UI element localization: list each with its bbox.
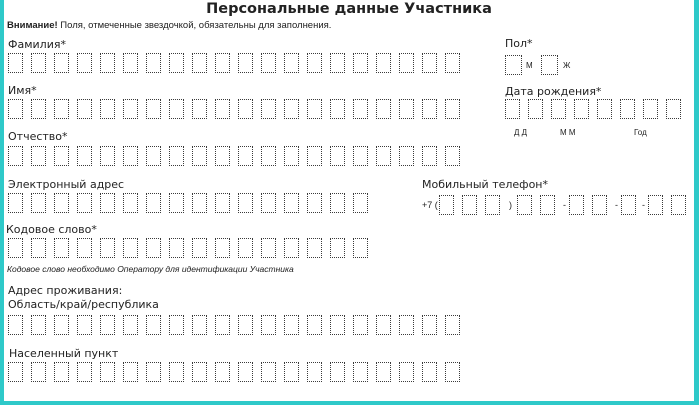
input-cell[interactable] <box>353 146 368 166</box>
input-cell[interactable] <box>77 53 92 73</box>
input-cell[interactable] <box>284 53 299 73</box>
input-cell[interactable] <box>261 362 276 382</box>
input-cell[interactable] <box>648 195 663 215</box>
input-cell[interactable] <box>77 315 92 335</box>
input-cell[interactable] <box>399 99 414 119</box>
name-boxes[interactable] <box>8 99 468 119</box>
input-cell[interactable] <box>445 99 460 119</box>
input-cell[interactable] <box>215 146 230 166</box>
input-cell[interactable] <box>330 238 345 258</box>
input-cell[interactable] <box>215 238 230 258</box>
input-cell[interactable] <box>146 238 161 258</box>
input-cell[interactable] <box>592 195 607 215</box>
input-cell[interactable] <box>238 362 253 382</box>
phone-part1-boxes[interactable] <box>517 195 563 215</box>
input-cell[interactable] <box>597 99 612 119</box>
input-cell[interactable] <box>551 99 566 119</box>
input-cell[interactable] <box>123 53 138 73</box>
input-cell[interactable] <box>462 195 477 215</box>
input-cell[interactable] <box>146 193 161 213</box>
input-cell[interactable] <box>8 99 23 119</box>
input-cell[interactable] <box>399 146 414 166</box>
gender-male-cell[interactable] <box>505 55 522 75</box>
input-cell[interactable] <box>123 238 138 258</box>
email-boxes[interactable] <box>8 193 376 213</box>
input-cell[interactable] <box>376 99 391 119</box>
input-cell[interactable] <box>54 315 69 335</box>
input-cell[interactable] <box>422 315 437 335</box>
input-cell[interactable] <box>8 53 23 73</box>
input-cell[interactable] <box>54 193 69 213</box>
phone-dash-1: - <box>563 200 566 210</box>
input-cell[interactable] <box>284 193 299 213</box>
region-boxes[interactable] <box>8 315 468 335</box>
input-cell[interactable] <box>666 99 681 119</box>
input-cell[interactable] <box>399 53 414 73</box>
surname-label: Фамилия* <box>8 38 66 51</box>
input-cell[interactable] <box>77 362 92 382</box>
input-cell[interactable] <box>422 146 437 166</box>
input-cell[interactable] <box>445 53 460 73</box>
birth-year-hint: Год <box>634 128 647 137</box>
input-cell[interactable] <box>54 238 69 258</box>
input-cell[interactable] <box>215 99 230 119</box>
input-cell[interactable] <box>353 193 368 213</box>
input-cell[interactable] <box>169 99 184 119</box>
input-cell[interactable] <box>261 193 276 213</box>
input-cell[interactable] <box>215 53 230 73</box>
input-cell[interactable] <box>445 146 460 166</box>
input-cell[interactable] <box>376 53 391 73</box>
input-cell[interactable] <box>643 99 658 119</box>
input-cell[interactable] <box>54 362 69 382</box>
input-cell[interactable] <box>215 193 230 213</box>
input-cell[interactable] <box>376 146 391 166</box>
input-cell[interactable] <box>146 362 161 382</box>
codeword-boxes[interactable] <box>8 238 376 258</box>
input-cell[interactable] <box>100 193 115 213</box>
input-cell[interactable] <box>192 53 207 73</box>
input-cell[interactable] <box>8 238 23 258</box>
birth-day-hint: Д Д <box>514 128 528 137</box>
input-cell[interactable] <box>261 53 276 73</box>
input-cell[interactable] <box>261 146 276 166</box>
input-cell[interactable] <box>445 362 460 382</box>
input-cell[interactable] <box>100 238 115 258</box>
input-cell[interactable] <box>505 99 520 119</box>
input-cell[interactable] <box>54 99 69 119</box>
input-cell[interactable] <box>353 315 368 335</box>
input-cell[interactable] <box>261 238 276 258</box>
input-cell[interactable] <box>620 99 635 119</box>
name-label: Имя* <box>8 84 37 97</box>
gender-male-label: М <box>526 61 533 70</box>
input-cell[interactable] <box>100 315 115 335</box>
gender-female-label: Ж <box>563 61 571 70</box>
input-cell[interactable] <box>31 238 46 258</box>
patronymic-boxes[interactable] <box>8 146 468 166</box>
input-cell[interactable] <box>540 195 555 215</box>
input-cell[interactable] <box>169 146 184 166</box>
input-cell[interactable] <box>517 195 532 215</box>
input-cell[interactable] <box>123 99 138 119</box>
input-cell[interactable] <box>123 362 138 382</box>
input-cell[interactable] <box>422 99 437 119</box>
phone-prefix: +7 ( <box>422 200 438 210</box>
input-cell[interactable] <box>31 315 46 335</box>
input-cell[interactable] <box>307 99 322 119</box>
notice-bold: Внимание! <box>7 20 58 31</box>
input-cell[interactable] <box>169 193 184 213</box>
phone-part2-boxes[interactable] <box>569 195 615 215</box>
input-cell[interactable] <box>569 195 584 215</box>
input-cell[interactable] <box>169 238 184 258</box>
input-cell[interactable] <box>439 195 454 215</box>
input-cell[interactable] <box>238 193 253 213</box>
input-cell[interactable] <box>399 362 414 382</box>
input-cell[interactable] <box>192 315 207 335</box>
input-cell[interactable] <box>238 146 253 166</box>
input-cell[interactable] <box>574 99 589 119</box>
phone-dash-3: - <box>642 200 645 210</box>
input-cell[interactable] <box>353 53 368 73</box>
input-cell[interactable] <box>146 315 161 335</box>
phone-dash-2: - <box>615 200 618 210</box>
input-cell[interactable] <box>399 315 414 335</box>
input-cell[interactable] <box>284 99 299 119</box>
phone-close-paren: ) <box>509 200 512 210</box>
surname-boxes[interactable] <box>8 53 468 73</box>
input-cell[interactable] <box>671 195 686 215</box>
notice-text: Поля, отмеченные звездочкой, обязательны для заполнения. <box>57 20 332 31</box>
input-cell[interactable] <box>100 53 115 73</box>
input-cell[interactable] <box>54 146 69 166</box>
input-cell[interactable] <box>376 362 391 382</box>
input-cell[interactable] <box>77 146 92 166</box>
input-cell[interactable] <box>192 362 207 382</box>
input-cell[interactable] <box>261 315 276 335</box>
input-cell[interactable] <box>353 99 368 119</box>
input-cell[interactable] <box>100 362 115 382</box>
input-cell[interactable] <box>422 53 437 73</box>
input-cell[interactable] <box>284 362 299 382</box>
input-cell[interactable] <box>8 193 23 213</box>
phone-part3-boxes[interactable] <box>621 195 644 215</box>
input-cell[interactable] <box>284 146 299 166</box>
input-cell[interactable] <box>169 315 184 335</box>
input-cell[interactable] <box>123 193 138 213</box>
phone-part4-boxes[interactable] <box>648 195 694 215</box>
input-cell[interactable] <box>192 238 207 258</box>
input-cell[interactable] <box>284 315 299 335</box>
patronymic-label: Отчество* <box>8 130 68 143</box>
input-cell[interactable] <box>353 362 368 382</box>
input-cell[interactable] <box>192 146 207 166</box>
input-cell[interactable] <box>77 99 92 119</box>
input-cell[interactable] <box>238 99 253 119</box>
input-cell[interactable] <box>169 53 184 73</box>
gender-female-cell[interactable] <box>541 55 558 75</box>
input-cell[interactable] <box>77 193 92 213</box>
input-cell[interactable] <box>330 99 345 119</box>
input-cell[interactable] <box>100 99 115 119</box>
input-cell[interactable] <box>169 362 184 382</box>
locality-label: Населенный пункт <box>9 347 119 360</box>
input-cell[interactable] <box>31 193 46 213</box>
input-cell[interactable] <box>77 238 92 258</box>
birth-month-hint: М М <box>560 128 576 137</box>
input-cell[interactable] <box>123 146 138 166</box>
phone-label: Мобильный телефон* <box>422 178 548 191</box>
codeword-hint: Кодовое слово необходимо Оператору для идентификации Участника <box>7 264 294 274</box>
region-label: Область/край/республика <box>8 298 159 311</box>
form-title: Персональные данные Участника <box>206 1 492 17</box>
email-label: Электронный адрес <box>8 178 125 191</box>
input-cell[interactable] <box>146 99 161 119</box>
birth-label: Дата рождения* <box>505 85 602 98</box>
input-cell[interactable] <box>31 146 46 166</box>
input-cell[interactable] <box>8 362 23 382</box>
input-cell[interactable] <box>8 315 23 335</box>
phone-code-boxes[interactable] <box>439 195 508 215</box>
input-cell[interactable] <box>330 362 345 382</box>
input-cell[interactable] <box>146 53 161 73</box>
input-cell[interactable] <box>192 99 207 119</box>
input-cell[interactable] <box>123 315 138 335</box>
input-cell[interactable] <box>330 193 345 213</box>
input-cell[interactable] <box>31 99 46 119</box>
address-header: Адрес проживания: <box>8 284 123 297</box>
input-cell[interactable] <box>146 146 161 166</box>
input-cell[interactable] <box>192 193 207 213</box>
input-cell[interactable] <box>376 315 391 335</box>
input-cell[interactable] <box>485 195 500 215</box>
input-cell[interactable] <box>261 99 276 119</box>
input-cell[interactable] <box>215 315 230 335</box>
input-cell[interactable] <box>100 146 115 166</box>
input-cell[interactable] <box>528 99 543 119</box>
input-cell[interactable] <box>330 315 345 335</box>
codeword-label: Кодовое слово* <box>6 223 97 236</box>
gender-label: Пол* <box>505 37 533 50</box>
input-cell[interactable] <box>621 195 636 215</box>
locality-boxes[interactable] <box>8 362 468 382</box>
input-cell[interactable] <box>284 238 299 258</box>
input-cell[interactable] <box>31 362 46 382</box>
input-cell[interactable] <box>238 238 253 258</box>
input-cell[interactable] <box>8 146 23 166</box>
birth-date-boxes[interactable] <box>505 99 689 119</box>
input-cell[interactable] <box>307 193 322 213</box>
form-sheet <box>4 0 694 401</box>
input-cell[interactable] <box>307 238 322 258</box>
input-cell[interactable] <box>330 146 345 166</box>
input-cell[interactable] <box>307 362 322 382</box>
input-cell[interactable] <box>445 315 460 335</box>
input-cell[interactable] <box>353 238 368 258</box>
input-cell[interactable] <box>54 53 69 73</box>
input-cell[interactable] <box>31 53 46 73</box>
input-cell[interactable] <box>238 315 253 335</box>
input-cell[interactable] <box>330 53 345 73</box>
input-cell[interactable] <box>307 146 322 166</box>
input-cell[interactable] <box>238 53 253 73</box>
input-cell[interactable] <box>307 53 322 73</box>
required-notice <box>7 20 331 31</box>
input-cell[interactable] <box>422 362 437 382</box>
input-cell[interactable] <box>215 362 230 382</box>
input-cell[interactable] <box>307 315 322 335</box>
